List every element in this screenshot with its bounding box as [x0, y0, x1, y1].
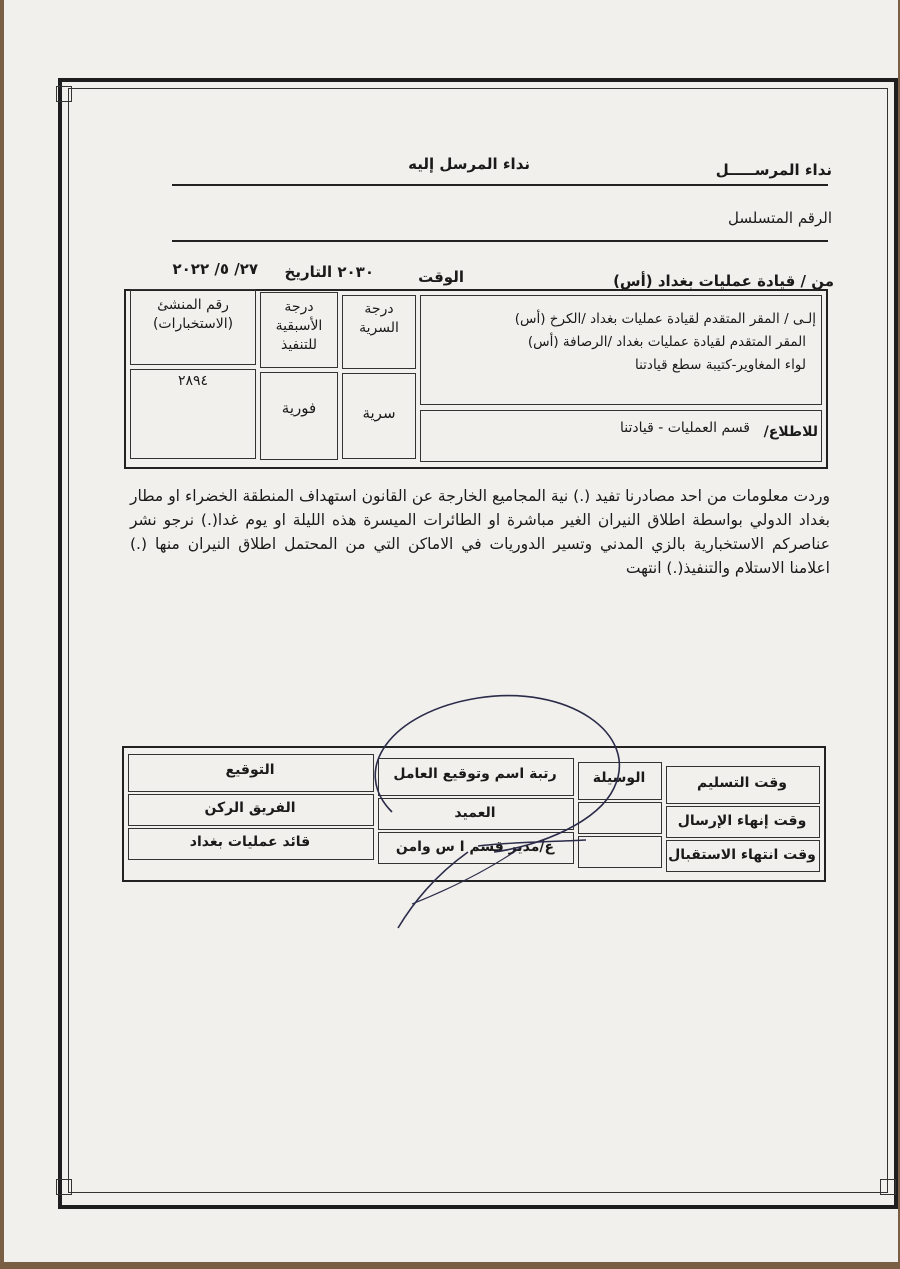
- corner-mark: [56, 86, 72, 102]
- delivery-time-label: وقت التسليم: [697, 775, 787, 791]
- corner-mark: [56, 1179, 72, 1195]
- header-rule: [172, 184, 828, 186]
- priority-value: فورية: [281, 399, 317, 417]
- to-line-3: لواء المغاوير-كتيبة سطع قيادتنا: [634, 357, 806, 373]
- signature-rank: الفريق الركن: [204, 800, 296, 816]
- serial-label: الرقم المتسلسل: [728, 209, 832, 227]
- send-end-time-label: وقت إنهاء الإرسال: [677, 813, 807, 829]
- officer-name: ع/مدير قسم ا س وامن: [395, 839, 555, 855]
- receive-end-time-label: وقت انتهاء الاستقبال: [668, 847, 816, 863]
- corner-mark: [880, 1179, 896, 1195]
- signature-title: قائد عمليات بغداد: [189, 834, 311, 850]
- info-value: قسم العمليات - قيادتنا: [619, 420, 750, 436]
- priority-header: درجة الأسبقية للتنفيذ: [275, 299, 323, 353]
- document-inner-border: [68, 88, 888, 1193]
- officer-header: رتبة اسم وتوقيع العامل: [393, 766, 557, 782]
- date-value: ٢٧/ ٥/ ٢٠٢٢: [172, 260, 258, 278]
- officer-rank: العميد: [454, 805, 496, 821]
- info-cell: [420, 410, 822, 462]
- secrecy-value: سرية: [362, 404, 396, 422]
- message-body: وردت معلومات من احد مصادرنا تفيد (.) نية المجاميع الخارجة عن القانون استهداف المنطقة الخضراء او مطار بغداد الدولي بواسطة اطلاق النيران الغير مباشرة او الطائرات الميسرة هذه الليلة او يوم غدا(.) نرجو نشر عناصركم الاستخبارية بالزي المدني وتسير الدوريات في الاماكن التي من المحتمل اطلاق النيران منها (.) اعلامنا الاستلام والتنفيذ(.) انتهت: [130, 487, 830, 577]
- signature-header: التوقيع: [225, 762, 275, 778]
- time-date-label: ٢٠٣٠ التاريخ: [284, 263, 374, 281]
- sender-call-label: نداء المرســـــل: [715, 161, 832, 179]
- medium-cell-2: [578, 802, 662, 834]
- time-label: الوقت: [418, 268, 464, 286]
- info-label: للاطلاع/: [763, 424, 818, 440]
- to-line-2: المقر المتقدم لقيادة عمليات بغداد /الرصافة (أس): [527, 334, 806, 350]
- secrecy-header: درجة السرية: [359, 301, 399, 336]
- recipient-call-label: نداء المرسل إليه: [408, 155, 530, 173]
- to-line-1: إلـى / المقر المتقدم لقيادة عمليات بغداد /الكرخ (أس): [514, 311, 816, 327]
- origin-header: رقم المنشئ (الاستخبارات): [152, 297, 234, 332]
- medium-cell-3: [578, 836, 662, 868]
- origin-value: ٢٨٩٤: [177, 373, 209, 389]
- medium-header: الوسيلة: [592, 770, 646, 786]
- serial-rule: [172, 240, 828, 242]
- from-line: من / قيادة عمليات بغداد (أس): [613, 272, 834, 290]
